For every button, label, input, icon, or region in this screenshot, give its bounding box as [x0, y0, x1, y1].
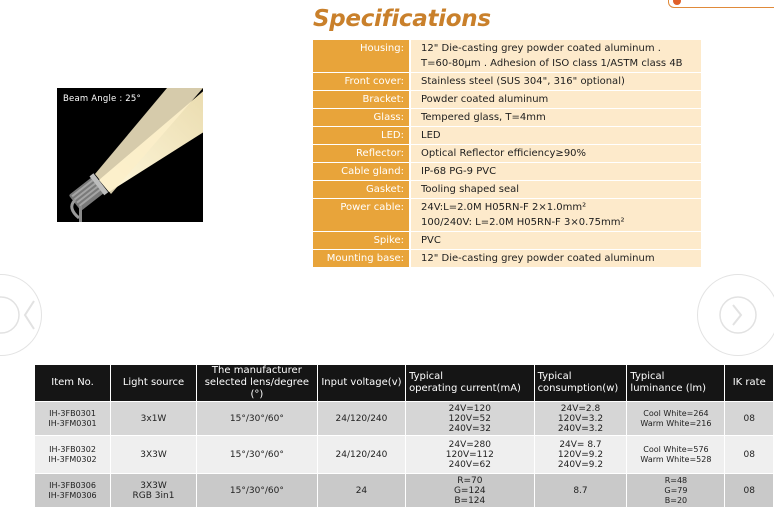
spec-label-text: Mounting base:: [326, 253, 404, 264]
cell-line: IH-3FM0306: [48, 490, 97, 500]
cell-lens: [196, 402, 317, 436]
cell-line: 240V=9.2: [557, 459, 604, 470]
carousel-prev-button[interactable]: [0, 274, 42, 356]
specifications-title: Specifications: [313, 6, 491, 32]
cell-luminance: [627, 474, 725, 508]
spec-row: [313, 91, 701, 108]
cell-light-source: [111, 474, 197, 508]
spec-row: [313, 181, 701, 198]
cell-ik: [725, 402, 774, 436]
cell-luminance: [627, 436, 725, 474]
spec-label-text: Front cover:: [344, 76, 404, 87]
cell-line: Cool White=264: [643, 408, 709, 418]
cell-line: 120V=112: [445, 449, 494, 460]
column-header-line: IK rate: [732, 377, 766, 388]
spec-value: [409, 232, 701, 249]
spec-value-line: Tempered glass, T=4mm: [421, 112, 546, 123]
product-table: [34, 364, 774, 508]
cell-line: 240V=62: [448, 459, 491, 470]
cell-current: [406, 474, 535, 508]
spec-value: [409, 109, 701, 126]
cell-line: RGB 3in1: [132, 490, 175, 501]
spec-label-text: Glass:: [373, 112, 404, 123]
spec-value: [409, 199, 701, 231]
column-header-line: The manufacturer: [211, 365, 302, 376]
cell-line: 24/120/240: [335, 413, 388, 424]
spec-value-line: T=60-80μm . Adhesion of ISO class 1/ASTM class 4B: [421, 58, 683, 69]
spec-value-line: IP-68 PG-9 PVC: [421, 166, 497, 177]
table-row: [35, 436, 774, 474]
cell-item: [35, 402, 111, 436]
spec-row: [313, 145, 701, 162]
column-header: [406, 365, 535, 402]
cell-line: 15°/30°/60°: [229, 449, 284, 460]
cell-voltage: [317, 474, 405, 508]
cell-line: 24/120/240: [335, 449, 388, 460]
cell-line: 3X3W: [140, 449, 167, 460]
cell-lens: [196, 436, 317, 474]
cell-line: 24V=120: [448, 403, 491, 414]
cell-lens: [196, 474, 317, 508]
spec-value-line: Stainless steel (SUS 304", 316" optional): [421, 76, 625, 87]
column-header-line: Item No.: [51, 377, 94, 388]
cell-item: [35, 436, 111, 474]
spec-value-line: 100/240V: L=2.0M H05RN-F 3×0.75mm²: [421, 217, 625, 228]
cell-line: Warm White=216: [640, 418, 712, 428]
spec-value: [409, 73, 701, 90]
beam-angle-image: [57, 88, 203, 222]
cell-line: B=124: [454, 495, 486, 506]
cell-line: 08: [743, 485, 755, 496]
cell-light-source: [111, 402, 197, 436]
cell-luminance: [627, 402, 725, 436]
cell-line: R=70: [457, 475, 483, 486]
cell-line: 3x1W: [140, 413, 167, 424]
spec-label-text: Reflector:: [356, 148, 404, 159]
spec-row: [313, 199, 701, 231]
spec-value: [409, 181, 701, 198]
spec-label: [313, 40, 409, 72]
spec-row: [313, 40, 701, 72]
cell-line: 15°/30°/60°: [229, 485, 284, 496]
spec-value: [409, 145, 701, 162]
column-header: [627, 365, 725, 402]
cell-line: 8.7: [573, 485, 588, 496]
spec-label-text: LED:: [381, 130, 404, 141]
cell-line: 24V=280: [448, 439, 491, 450]
spec-row: [313, 163, 701, 180]
spec-label: [313, 181, 409, 198]
cell-item: [35, 474, 111, 508]
cell-line: 24V= 8.7: [559, 439, 602, 450]
column-header: [196, 365, 317, 402]
spec-value: [409, 40, 701, 72]
cell-consumption: [534, 402, 627, 436]
top-right-button[interactable]: [668, 0, 774, 8]
spec-value-line: Tooling shaped seal: [421, 184, 520, 195]
spec-label: [313, 91, 409, 108]
spec-value-line: LED: [421, 130, 441, 141]
cell-voltage: [317, 402, 405, 436]
cell-line: 120V=52: [448, 413, 491, 424]
column-header-line: Typical: [537, 371, 572, 382]
spec-value-line: Optical Reflector efficiency≥90%: [421, 148, 587, 159]
cell-consumption: [534, 474, 627, 508]
beam-angle-label: Beam Angle : 25°: [63, 94, 141, 104]
column-header: [534, 365, 627, 402]
spec-value-line: 12" Die-casting grey powder coated aluminum: [421, 253, 655, 264]
cell-line: IH-3FB0306: [49, 480, 96, 490]
spec-label: [313, 127, 409, 144]
cell-line: 120V=9.2: [557, 449, 604, 460]
table-row: [35, 474, 774, 508]
cell-line: 08: [743, 413, 755, 424]
cell-line: 15°/30°/60°: [229, 413, 284, 424]
cell-line: 08: [743, 449, 755, 460]
cell-current: [406, 436, 535, 474]
cell-line: IH-3FM0301: [48, 418, 97, 428]
cell-current: [406, 402, 535, 436]
column-header-line: luminance (lm): [630, 383, 707, 394]
cell-line: G=124: [453, 485, 486, 496]
column-header-line: Input voltage(v): [321, 377, 402, 388]
spec-row: [313, 250, 701, 267]
cell-consumption: [534, 436, 627, 474]
spec-label-text: Spike:: [373, 235, 404, 246]
cell-line: IH-3FM0302: [48, 454, 97, 464]
spec-label: [313, 145, 409, 162]
cell-light-source: [111, 436, 197, 474]
spec-value: [409, 163, 701, 180]
cell-line: IH-3FB0302: [49, 444, 96, 454]
chevron-left-icon: [0, 275, 41, 355]
spec-value-line: Powder coated aluminum: [421, 94, 549, 105]
column-header-line: consumption(w): [537, 383, 619, 394]
cell-line: 240V=3.2: [557, 423, 604, 434]
spec-label-text: Housing:: [359, 43, 404, 54]
spec-label: [313, 163, 409, 180]
column-header-line: operating current(mA): [409, 383, 521, 394]
spec-label: [313, 73, 409, 90]
column-header: [35, 365, 111, 402]
cell-line: 24V=2.8: [560, 403, 601, 414]
cell-line: R=48: [664, 475, 688, 485]
spec-row: [313, 109, 701, 126]
cell-line: B=20: [664, 495, 688, 505]
spec-label: [313, 250, 409, 267]
cell-line: IH-3FB0301: [49, 408, 96, 418]
column-header: [725, 365, 774, 402]
spec-label: [313, 109, 409, 126]
cell-line: 120V=3.2: [557, 413, 604, 424]
cell-ik: [725, 436, 774, 474]
cell-line: 3X3W: [140, 480, 167, 491]
table-header-row: [35, 365, 774, 402]
column-header: [317, 365, 405, 402]
spec-value: [409, 250, 701, 267]
carousel-next-button[interactable]: [697, 274, 774, 356]
cell-line: 240V=32: [448, 423, 491, 434]
column-header-line: Light source: [122, 377, 185, 388]
spec-row: [313, 127, 701, 144]
spec-label-text: Cable gland:: [341, 166, 404, 177]
spec-value-line: 24V:L=2.0M H05RN-F 2×1.0mm²: [421, 202, 587, 213]
specifications-table: [313, 40, 701, 268]
spec-label: [313, 232, 409, 249]
cell-line: Cool White=576: [643, 444, 709, 454]
cell-voltage: [317, 436, 405, 474]
column-header: [111, 365, 197, 402]
cell-line: Warm White=528: [640, 454, 712, 464]
cell-line: 24: [355, 485, 368, 496]
column-header-line: selected lens/degree (°): [204, 377, 310, 400]
spec-label-text: Power cable:: [340, 202, 404, 213]
column-header-line: Typical: [630, 371, 665, 382]
spec-label-text: Gasket:: [366, 184, 404, 195]
spec-value-line: PVC: [421, 235, 441, 246]
spec-row: [313, 232, 701, 249]
column-header-line: Typical: [409, 371, 444, 382]
spec-label-text: Bracket:: [362, 94, 404, 105]
cell-ik: [725, 474, 774, 508]
spec-row: [313, 73, 701, 90]
cell-line: G=79: [664, 485, 688, 495]
spec-label: [313, 199, 409, 231]
spec-value: [409, 127, 701, 144]
table-row: [35, 402, 774, 436]
chevron-right-icon: [698, 275, 774, 355]
spec-value: [409, 91, 701, 108]
spec-value-line: 12" Die-casting grey powder coated aluminum .: [421, 43, 661, 54]
